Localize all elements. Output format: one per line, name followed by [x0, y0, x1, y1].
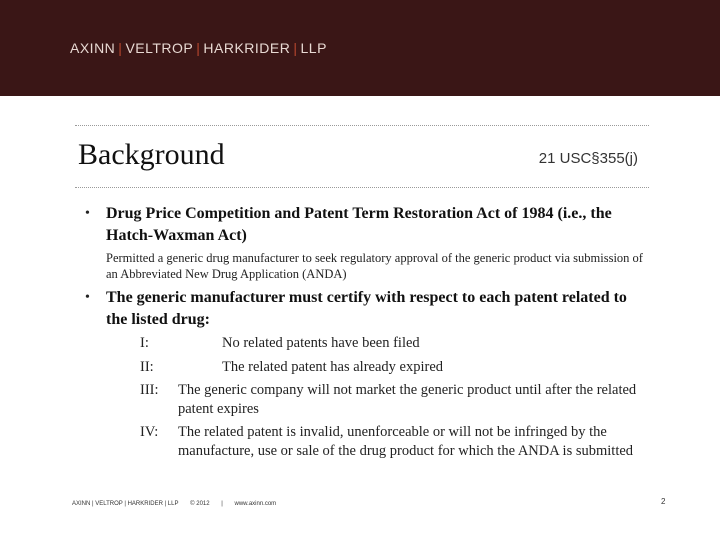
bullet-icon: •	[85, 206, 90, 221]
page-title: Background	[78, 138, 225, 171]
bullet-note-anda: Permitted a generic drug manufacturer to seek regulatory approval of the generic product via submission of an Abbreviated New Drug Application (ANDA)	[106, 251, 643, 281]
firm-name-part: LLP	[300, 40, 327, 56]
certification-text: The related patent has already expired	[222, 359, 444, 375]
bullet-icon: •	[85, 290, 90, 305]
footer-firm: AXINN | VELTROP | HARKRIDER | LLP	[72, 501, 179, 507]
page-number: 2	[661, 497, 666, 506]
certification-text: The generic company will not market the generic product until after the related patent expires	[178, 382, 637, 417]
certification-number: III:	[140, 382, 159, 398]
logo-separator: |	[196, 40, 201, 56]
footer-divider: |	[221, 501, 223, 507]
firm-name-part: VELTROP	[125, 40, 194, 56]
bullet-hatch-waxman: Drug Price Competition and Patent Term Restoration Act of 1984 (i.e., the Hatch-Waxman Act)	[106, 205, 612, 244]
footer-copyright: © 2012	[190, 501, 210, 507]
certification-text: No related patents have been filed	[222, 335, 420, 351]
footer-website[interactable]: www.axinn.com	[234, 501, 277, 507]
top-divider	[75, 125, 649, 126]
firm-name-part: HARKRIDER	[203, 40, 291, 56]
logo-separator: |	[293, 40, 298, 56]
firm-logo	[70, 40, 327, 56]
header-banner	[0, 0, 720, 96]
certification-number: I:	[140, 335, 149, 351]
footer	[72, 501, 286, 507]
certification-text: The related patent is invalid, unenforceable or will not be infringed by the manufacture, use or sale of the drug product for which the ANDA is submitted	[178, 424, 634, 459]
bullet-certification: The generic manufacturer must certify with respect to each patent related to the listed drug:	[106, 289, 627, 328]
firm-name-part: AXINN	[70, 40, 116, 56]
title-divider	[75, 187, 649, 188]
certification-number: IV:	[140, 424, 159, 440]
logo-separator: |	[118, 40, 123, 56]
certification-number: II:	[140, 359, 154, 375]
statute-citation: 21 USC§355(j)	[538, 150, 638, 167]
